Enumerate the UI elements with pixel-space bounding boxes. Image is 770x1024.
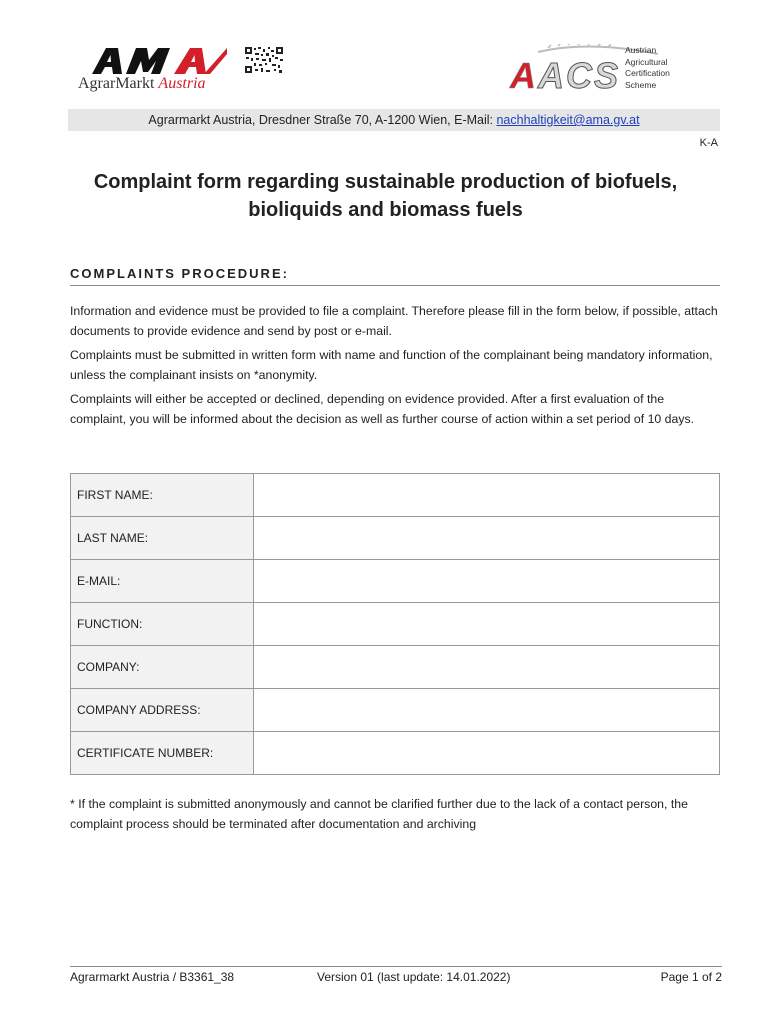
page-footer: [70, 966, 722, 988]
ama-mark-icon: [92, 48, 227, 74]
email-label: E-MAIL:: [71, 560, 254, 603]
form-row-first-name: [71, 474, 720, 517]
paragraph-info: Information and evidence must be provided to file a complaint. Therefore please fill in the form below, if possible, attach documents to provide evidence and send by post or e-mail.: [70, 304, 718, 338]
email-link[interactable]: nachhaltigkeit@ama.gv.at: [496, 113, 640, 127]
form-row-email: [71, 560, 720, 603]
paragraph-evaluation: Complaints will either be accepted or declined, depending on evidence provided. After a first evaluation of the complaint, you will be informed about the decision as well as further course of action within a set period of 10 days.: [70, 392, 695, 426]
form-row-certificate-number: [71, 732, 720, 775]
complaint-form-table: [70, 473, 720, 775]
certificate-number-field[interactable]: [254, 732, 719, 774]
function-field[interactable]: [254, 603, 719, 645]
first-name-field[interactable]: [254, 474, 719, 516]
first-name-label: FIRST NAME:: [71, 474, 254, 517]
footer-document-id: Agrarmarkt Austria / B3361_38: [70, 970, 235, 984]
company-field[interactable]: [254, 646, 719, 688]
ama-logo: [78, 48, 228, 98]
aacs-mark-icon: [508, 44, 708, 94]
function-label: FUNCTION:: [71, 603, 254, 646]
certificate-number-label: CERTIFICATE NUMBER:: [71, 732, 254, 775]
last-name-label: LAST NAME:: [71, 517, 254, 560]
section-heading: COMPLAINTS PROCEDURE:: [70, 266, 720, 286]
last-name-field[interactable]: [254, 517, 719, 559]
form-row-company-address: [71, 689, 720, 732]
address-bar: [68, 109, 720, 131]
paragraph-written-form: Complaints must be submitted in written form with name and function of the complainant being mandatory information, unless the complainant insists on *anonymity.: [70, 348, 713, 382]
aacs-tagline: Austrian Agricultural Certification Scheme: [625, 45, 670, 90]
form-row-company: [71, 646, 720, 689]
aacs-logo: [508, 44, 708, 94]
form-row-last-name: [71, 517, 720, 560]
svg-text:A: A: [538, 55, 564, 94]
ama-subtitle: AgrarMarkt Austria: [78, 75, 206, 92]
page-title: Complaint form regarding sustainable production of biofuels, bioliquids and biomass fuels: [93, 171, 678, 221]
footer-version: Version 01 (last update: 14.01.2022): [317, 970, 511, 984]
footer-page-number: Page 1 of 2: [660, 970, 722, 984]
document-code: K-A: [699, 137, 718, 149]
email-field[interactable]: [254, 560, 719, 602]
company-address-label: COMPANY ADDRESS:: [71, 689, 254, 732]
svg-text:C: C: [566, 55, 592, 94]
anonymity-footnote: * If the complaint is submitted anonymously and cannot be clarified further due to the lack of a contact person, the complaint process should be terminated after documentation and archiving: [70, 797, 688, 831]
form-row-function: [71, 603, 720, 646]
qr-code-icon: [244, 46, 284, 74]
address-text: Agrarmarkt Austria, Dresdner Straße 70, A-1200 Wien, E-Mail:: [148, 113, 497, 127]
svg-text:S: S: [594, 55, 619, 94]
company-address-field[interactable]: [254, 689, 719, 731]
svg-text:A: A: [510, 55, 536, 94]
company-label: COMPANY:: [71, 646, 254, 689]
